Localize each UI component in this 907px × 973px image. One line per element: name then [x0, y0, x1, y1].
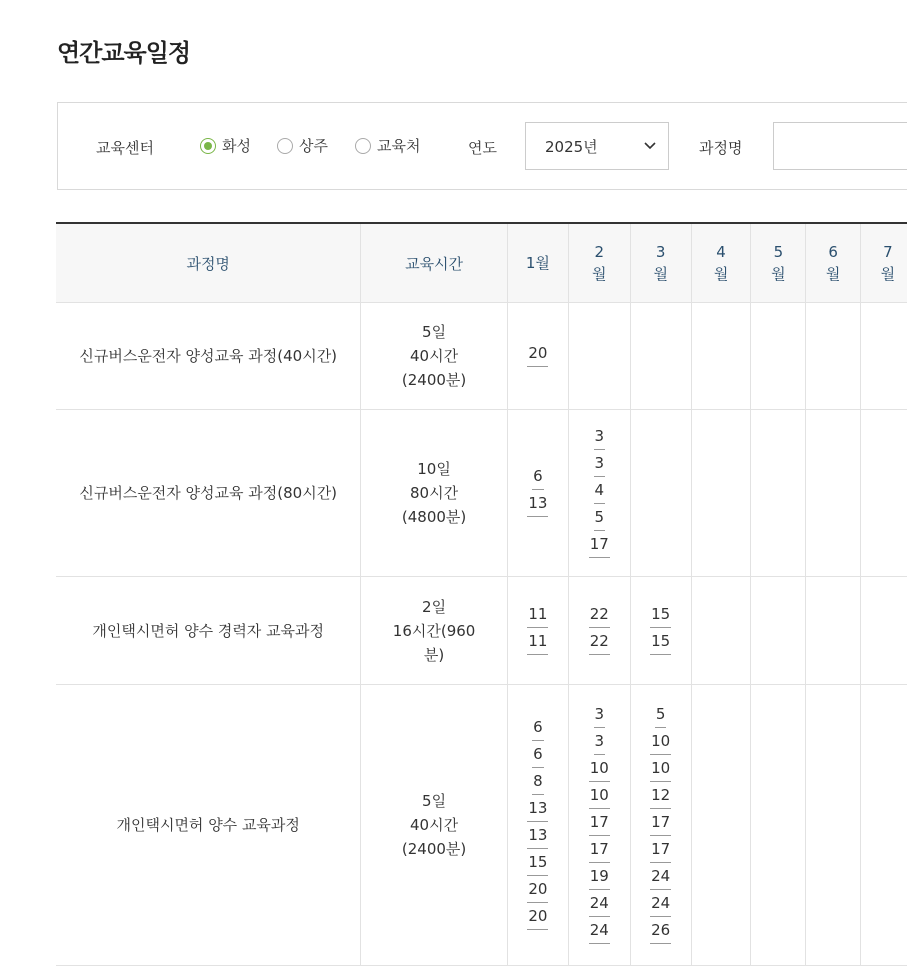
month-dates-cell: [507, 685, 568, 966]
radio-unselected-icon: [277, 138, 293, 154]
page-title: 연간교육일정: [57, 39, 191, 67]
radio-selected-icon: [200, 138, 216, 154]
header-month: 5 월: [751, 223, 806, 303]
schedule-date-link[interactable]: 24: [589, 920, 610, 944]
month-dates-cell: [569, 685, 630, 966]
month-dates-cell: [806, 577, 860, 685]
schedule-date-link[interactable]: 10: [650, 731, 671, 755]
schedule-date-link[interactable]: 6: [532, 717, 544, 741]
schedule-date-link[interactable]: 3: [594, 453, 606, 477]
header-month: 6 월: [806, 223, 860, 303]
schedule-date-link[interactable]: 5: [655, 704, 667, 728]
schedule-date-link[interactable]: 22: [589, 604, 610, 628]
schedule-date-link[interactable]: 6: [532, 744, 544, 768]
month-dates-cell: [751, 685, 806, 966]
month-dates-cell: [630, 577, 691, 685]
header-month: 4 월: [691, 223, 750, 303]
schedule-date-link[interactable]: 3: [594, 731, 606, 755]
course-name-input[interactable]: [773, 122, 907, 170]
month-dates-cell: [806, 685, 860, 966]
table-row: [56, 303, 907, 410]
schedule-date-link[interactable]: 8: [532, 771, 544, 795]
month-dates-cell: [751, 303, 806, 410]
month-dates-cell: [630, 410, 691, 577]
month-dates-cell: [507, 410, 568, 577]
month-dates-cell: [860, 303, 907, 410]
schedule-date-link[interactable]: 3: [594, 704, 606, 728]
month-dates-cell: [507, 303, 568, 410]
schedule-date-link[interactable]: 22: [589, 631, 610, 655]
course-hours-cell: 5일 40시간 (2400분): [361, 303, 507, 410]
schedule-date-link[interactable]: 13: [527, 798, 548, 822]
year-select[interactable]: [525, 122, 669, 170]
filter-panel: [57, 102, 907, 190]
month-dates-cell: [569, 410, 630, 577]
header-month: 7 월: [860, 223, 907, 303]
radio-label: 상주: [299, 137, 328, 155]
schedule-date-link[interactable]: 11: [527, 631, 548, 655]
schedule-date-link[interactable]: 20: [527, 906, 548, 930]
year-select-value: 2025년: [545, 138, 598, 156]
course-hours-cell: 2일 16시간(960 분): [361, 577, 507, 685]
radio-label: 화성: [222, 137, 251, 155]
radio-center-education-office[interactable]: [355, 135, 420, 156]
schedule-date-link[interactable]: 24: [650, 866, 671, 890]
schedule-date-link[interactable]: 10: [589, 785, 610, 809]
schedule-date-link[interactable]: 17: [589, 812, 610, 836]
month-dates-cell: [860, 685, 907, 966]
course-label: 과정명: [699, 139, 743, 157]
month-dates-cell: [860, 577, 907, 685]
month-dates-cell: [691, 685, 750, 966]
course-name-cell: 개인택시면허 양수 경력자 교육과정: [56, 577, 361, 685]
month-dates-cell: [691, 410, 750, 577]
schedule-date-link[interactable]: 10: [650, 758, 671, 782]
chevron-down-icon: [642, 137, 658, 153]
table-row: [56, 410, 907, 577]
schedule-date-link[interactable]: 3: [594, 426, 606, 450]
schedule-date-link[interactable]: 6: [532, 466, 544, 490]
month-dates-cell: [630, 685, 691, 966]
month-dates-cell: [507, 577, 568, 685]
schedule-date-link[interactable]: 12: [650, 785, 671, 809]
month-dates-cell: [569, 577, 630, 685]
schedule-date-link[interactable]: 15: [650, 604, 671, 628]
schedule-date-link[interactable]: 24: [650, 893, 671, 917]
schedule-date-link[interactable]: 5: [594, 507, 606, 531]
course-hours-cell: 5일 40시간 (2400분): [361, 685, 507, 966]
month-dates-cell: [751, 577, 806, 685]
month-dates-cell: [691, 303, 750, 410]
header-hours: 교육시간: [361, 223, 507, 303]
schedule-table: [56, 222, 907, 966]
schedule-date-link[interactable]: 15: [527, 852, 548, 876]
schedule-date-link[interactable]: 26: [650, 920, 671, 944]
radio-label: 교육처: [377, 137, 421, 155]
header-month: 3 월: [630, 223, 691, 303]
month-dates-cell: [630, 303, 691, 410]
schedule-date-link[interactable]: 13: [527, 825, 548, 849]
schedule-date-link[interactable]: 20: [527, 343, 548, 367]
schedule-date-link[interactable]: 11: [527, 604, 548, 628]
header-course: 과정명: [56, 223, 361, 303]
course-name-cell: 개인택시면허 양수 교육과정: [56, 685, 361, 966]
radio-center-sangju[interactable]: [277, 135, 328, 156]
schedule-date-link[interactable]: 20: [527, 879, 548, 903]
schedule-date-link[interactable]: 4: [594, 480, 606, 504]
schedule-date-link[interactable]: 10: [589, 758, 610, 782]
schedule-date-link[interactable]: 13: [527, 493, 548, 517]
year-label: 연도: [468, 139, 497, 157]
table-row: [56, 685, 907, 966]
schedule-date-link[interactable]: 17: [650, 812, 671, 836]
course-name-cell: 신규버스운전자 양성교육 과정(80시간): [56, 410, 361, 577]
month-dates-cell: [751, 410, 806, 577]
month-dates-cell: [860, 410, 907, 577]
month-dates-cell: [691, 577, 750, 685]
center-label: 교육센터: [96, 139, 154, 157]
course-name-cell: 신규버스운전자 양성교육 과정(40시간): [56, 303, 361, 410]
schedule-date-link[interactable]: 17: [650, 839, 671, 863]
schedule-date-link[interactable]: 24: [589, 893, 610, 917]
month-dates-cell: [806, 410, 860, 577]
header-month: 1월: [507, 223, 568, 303]
table-row: [56, 577, 907, 685]
course-hours-cell: 10일 80시간 (4800분): [361, 410, 507, 577]
header-month: 2 월: [569, 223, 630, 303]
schedule-date-link[interactable]: 19: [589, 866, 610, 890]
radio-center-hwaseong[interactable]: [200, 135, 251, 156]
schedule-date-link[interactable]: 17: [589, 534, 610, 558]
month-dates-cell: [806, 303, 860, 410]
schedule-date-link[interactable]: 15: [650, 631, 671, 655]
radio-unselected-icon: [355, 138, 371, 154]
schedule-date-link[interactable]: 17: [589, 839, 610, 863]
month-dates-cell: [569, 303, 630, 410]
